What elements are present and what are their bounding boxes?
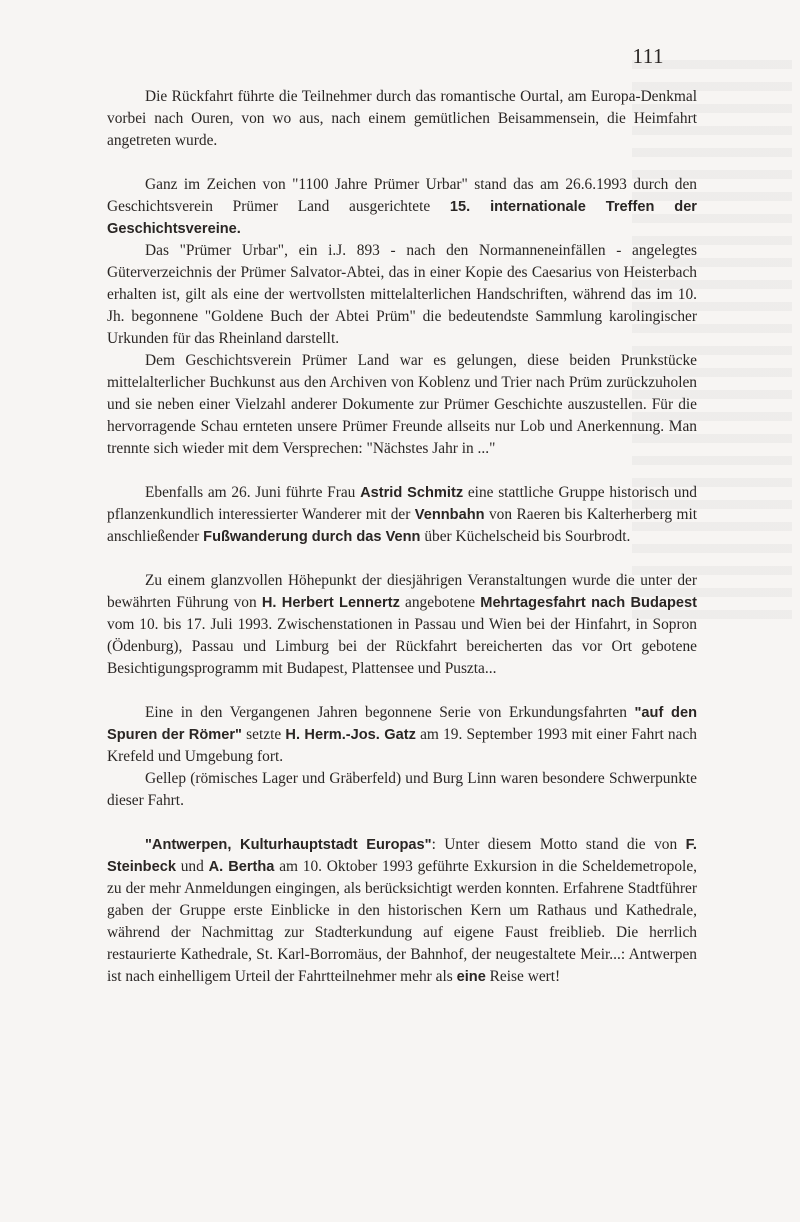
emphasis-text: eine <box>456 969 486 985</box>
body-text <box>107 86 697 988</box>
body-text-run: Das "Prümer Urbar", ein i.J. 893 - nach den Normanneneinfällen - angelegtes Güterverzeichnis der Prümer Salvator-Abtei, das in einer Kopie des Caesarius von Heisterbach erhalten ist, gilt als eine der wertvollsten mittelalterlichen Handschriften, während das im 10. Jh. begonnene "Goldene Buch der Abtei Prüm" die bedeutendste Sammlung karolingischer Urkunden für das Rheinland darstellt. <box>107 242 697 347</box>
body-text-run: von Raeren bis Kalterherberg mit anschließender <box>107 506 697 545</box>
body-text-run: Ganz im Zeichen von "1100 Jahre Prümer Urbar" stand das am 26.6.1993 durch den Geschichtsverein Prümer Land ausgerichtete <box>107 176 697 215</box>
paragraph <box>107 702 697 768</box>
body-text-run: am 10. Oktober 1993 geführte Exkursion in die Scheldemetropole, zu der mehr Anmeldungen eingingen, als berücksichtigt werden konnten. Erfahrene Stadtführer gaben der Gruppe erste Einblicke in den historischen Kern um Rathaus und Kathedrale, während der Nachmittag zur Stadterkundung auf eigene Faust freiblieb. Die herrlich restaurierte Kathedrale, St. Karl-Borromäus, der Bahnhof, der neugestaltete Meir...: Antwerpen ist nach einhelligem Urteil der Fahrtteilnehmer mehr als <box>107 858 698 985</box>
paragraph <box>107 482 697 548</box>
emphasis-text: Vennbahn <box>414 507 485 523</box>
emphasis-text: Astrid Schmitz <box>360 485 464 501</box>
body-text-run: Eine in den Vergangenen Jahren begonnene Serie von Erkundungsfahrten <box>145 704 635 721</box>
emphasis-text: 15. internationale Treffen der Geschichtsvereine. <box>107 199 697 237</box>
body-text-run: Dem Geschichtsverein Prümer Land war es gelungen, diese beiden Prunkstücke mittelalterlicher Buchkunst aus den Archiven von Koblenz und Trier nach Prüm zurückzuholen und sie neben einer Vielzahl anderer Dokumente zur Prümer Geschichte auszustellen. Für die hervorragende Schau ernteten unsere Prümer Freunde allseits nur Lob und Anerkennung. Man trennte sich wieder mit dem Versprechen: "Nächstes Jahr in ..." <box>107 352 697 457</box>
body-text-run: angebotene <box>399 594 481 611</box>
emphasis-text: F. Steinbeck <box>107 837 697 875</box>
body-text-run: Die Rückfahrt führte die Teilnehmer durch das romantische Ourtal, am Europa-Denkmal vorbei nach Ouren, von wo aus, nach einem gemütlichen Beisammensein, die Heimfahrt angetreten wurde. <box>107 88 697 149</box>
body-text-run: Zu einem glanzvollen Höhepunkt der diesjährigen Veranstaltungen wurde die unter der bewährten Führung von <box>107 572 697 611</box>
emphasis-text: "auf den Spuren der Römer" <box>107 705 697 743</box>
emphasis-text: Fußwanderung durch das Venn <box>203 529 421 545</box>
body-text-run: Ebenfalls am 26. Juni führte Frau <box>145 484 361 501</box>
emphasis-text: Mehrtagesfahrt nach Budapest <box>480 595 697 611</box>
body-text-run: : Unter diesem Motto stand die von <box>431 836 686 853</box>
body-text-run: Gellep (römisches Lager und Gräberfeld) und Burg Linn waren besondere Schwerpunkte dieser Fahrt. <box>107 770 697 809</box>
body-text-run: setzte <box>241 726 286 743</box>
emphasis-text: H. Herbert Lennertz <box>261 595 400 611</box>
body-text-run: und <box>175 858 209 875</box>
paragraph <box>107 768 697 812</box>
paragraph <box>107 570 697 680</box>
body-text-run: über Küchelscheid bis Sourbrodt. <box>420 528 631 545</box>
paragraph <box>107 240 697 350</box>
paragraph <box>107 350 697 460</box>
paragraph <box>107 86 697 152</box>
body-text-run: eine stattliche Gruppe historisch und pflanzenkundlich interessierter Wanderer mit der <box>107 484 697 523</box>
emphasis-text: H. Herm.-Jos. Gatz <box>285 727 416 743</box>
emphasis-text: "Antwerpen, Kulturhauptstadt Europas" <box>145 837 432 853</box>
paragraph <box>107 834 697 988</box>
emphasis-text: A. Bertha <box>208 859 275 875</box>
body-text-run: Reise wert! <box>485 968 561 985</box>
page-number: 111 <box>632 44 664 68</box>
body-text-run: vom 10. bis 17. Juli 1993. Zwischenstationen in Passau und Wien bei der Hinfahrt, in Sopron (Ödenburg), Passau und Limburg bei der Rückfahrt bereicherten das vor Ort gebotene Besichtigungsprogramm mit Budapest, Plattensee und Puszta... <box>107 616 697 677</box>
paragraph <box>107 174 697 240</box>
body-text-run: am 19. September 1993 mit einer Fahrt nach Krefeld und Umgebung fort. <box>107 726 697 765</box>
